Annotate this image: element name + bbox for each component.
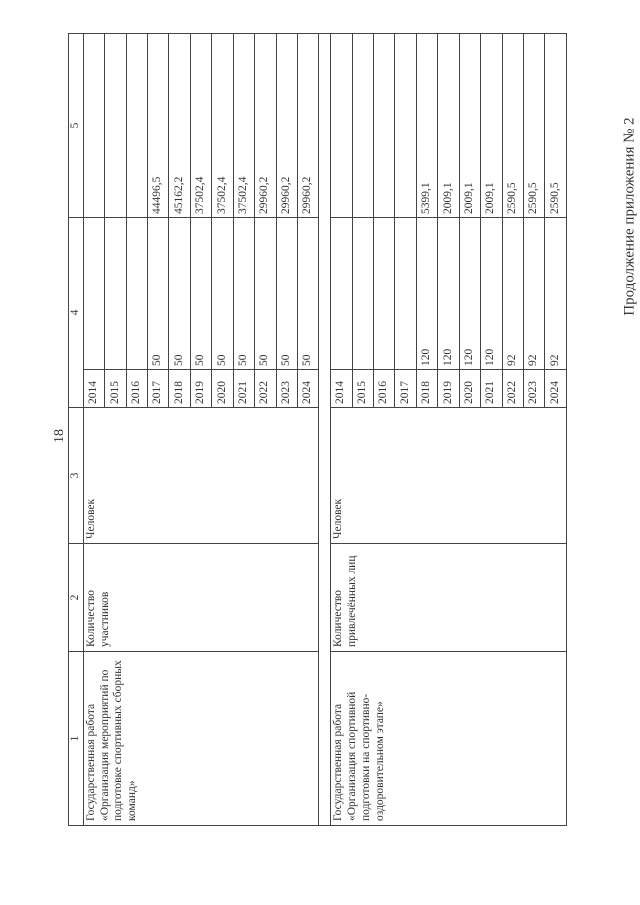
indicator-cell: Количество привлечённых лиц (331, 544, 567, 652)
work-description-cell: Государственная работа «Организация мероприятий по подготовке спортивных сборных команд» (83, 652, 319, 826)
value-cell (83, 34, 104, 218)
unit-cell: Человек (331, 408, 567, 544)
header-col-3: 3 (69, 408, 84, 544)
year-cell: 2019 (190, 370, 211, 408)
quantity-cell (373, 218, 394, 370)
value-cell (352, 34, 373, 218)
year-cell: 2020 (459, 370, 480, 408)
year-cell: 2015 (105, 370, 126, 408)
quantity-cell: 120 (438, 218, 459, 370)
value-cell (126, 34, 147, 218)
value-cell: 2590,5 (545, 34, 567, 218)
year-cell: 2018 (416, 370, 437, 408)
value-cell: 44496,5 (148, 34, 169, 218)
year-cell: 2024 (298, 370, 319, 408)
quantity-cell (331, 218, 352, 370)
quantity-cell: 50 (212, 218, 233, 370)
year-cell: 2017 (395, 370, 416, 408)
quantity-cell: 50 (190, 218, 211, 370)
header-col-1: 1 (69, 652, 84, 826)
year-cell: 2020 (212, 370, 233, 408)
value-cell (105, 34, 126, 218)
value-cell: 2009,1 (438, 34, 459, 218)
page-number: 18 (52, 429, 67, 443)
year-cell: 2018 (169, 370, 190, 408)
year-cell: 2015 (352, 370, 373, 408)
unit-cell: Человек (83, 408, 319, 544)
quantity-cell (126, 218, 147, 370)
year-cell: 2017 (148, 370, 169, 408)
year-cell: 2021 (233, 370, 254, 408)
year-cell: 2024 (545, 370, 567, 408)
header-col-5: 5 (69, 34, 84, 218)
quantity-cell (105, 218, 126, 370)
table-body (83, 34, 566, 826)
value-cell: 29960,2 (255, 34, 276, 218)
value-cell: 2590,5 (502, 34, 523, 218)
appendix-table-container (68, 34, 567, 826)
quantity-cell: 50 (298, 218, 319, 370)
value-cell: 45162,2 (169, 34, 190, 218)
quantity-cell: 50 (148, 218, 169, 370)
header-col-2: 2 (69, 544, 84, 652)
quantity-cell: 120 (459, 218, 480, 370)
year-cell: 2022 (255, 370, 276, 408)
value-cell: 2009,1 (481, 34, 502, 218)
table-row (83, 34, 104, 826)
quantity-cell: 92 (523, 218, 544, 370)
value-cell: 37502,4 (212, 34, 233, 218)
year-cell: 2022 (502, 370, 523, 408)
year-cell: 2016 (373, 370, 394, 408)
table-header-row (69, 34, 84, 826)
appendix-table (68, 33, 567, 826)
quantity-cell (83, 218, 104, 370)
quantity-cell: 50 (255, 218, 276, 370)
group-separator (319, 34, 331, 826)
quantity-cell: 50 (233, 218, 254, 370)
year-cell: 2014 (331, 370, 352, 408)
value-cell: 2590,5 (523, 34, 544, 218)
quantity-cell (395, 218, 416, 370)
value-cell: 29960,2 (276, 34, 297, 218)
quantity-cell: 50 (169, 218, 190, 370)
year-cell: 2023 (523, 370, 544, 408)
quantity-cell: 92 (502, 218, 523, 370)
value-cell: 37502,4 (190, 34, 211, 218)
year-cell: 2023 (276, 370, 297, 408)
quantity-cell: 50 (276, 218, 297, 370)
value-cell: 37502,4 (233, 34, 254, 218)
year-cell: 2016 (126, 370, 147, 408)
value-cell (331, 34, 352, 218)
work-description-cell: Государственная работа «Организация спортивной подготовки на спортивно-оздоровительном этапе» (331, 652, 567, 826)
value-cell: 29960,2 (298, 34, 319, 218)
quantity-cell: 120 (481, 218, 502, 370)
year-cell: 2019 (438, 370, 459, 408)
table-row (331, 34, 352, 826)
value-cell (373, 34, 394, 218)
value-cell: 5399,1 (416, 34, 437, 218)
indicator-cell: Количество участников (83, 544, 319, 652)
quantity-cell: 92 (545, 218, 567, 370)
year-cell: 2014 (83, 370, 104, 408)
value-cell (395, 34, 416, 218)
appendix-caption: Продолжение приложения № 2 (621, 117, 638, 316)
year-cell: 2021 (481, 370, 502, 408)
quantity-cell (352, 218, 373, 370)
header-col-4: 4 (69, 218, 84, 408)
value-cell: 2009,1 (459, 34, 480, 218)
quantity-cell: 120 (416, 218, 437, 370)
